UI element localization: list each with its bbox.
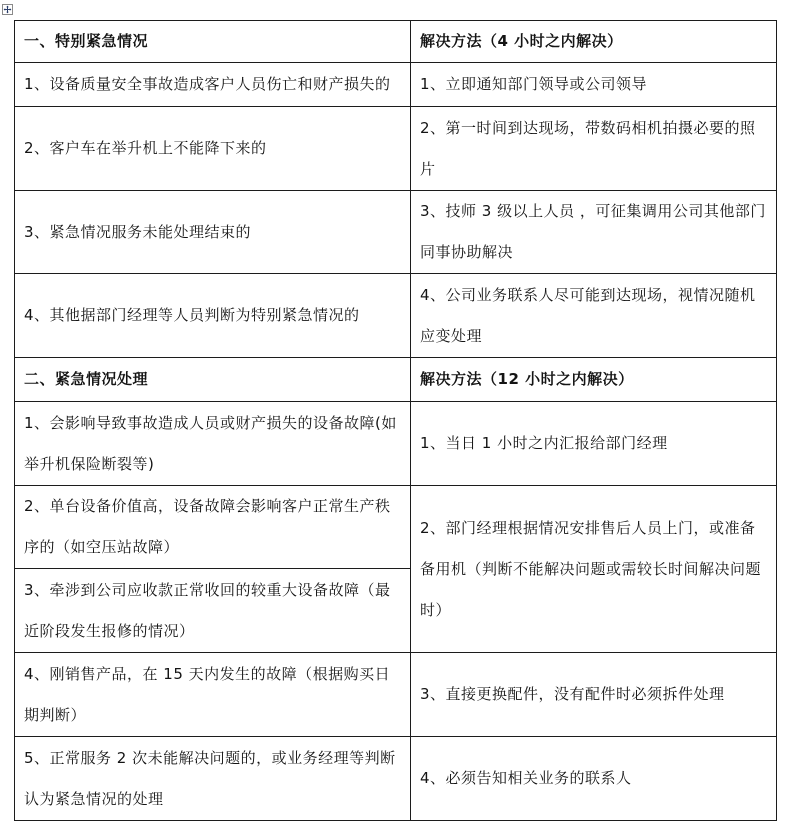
table-row bbox=[15, 63, 777, 107]
solution-cell: 3、直接更换配件，没有配件时必须拆件处理 bbox=[411, 653, 777, 737]
emergency-handling-table bbox=[14, 20, 777, 821]
section2-method-heading: 解决方法（12 小时之内解决） bbox=[411, 358, 777, 402]
solution-cell: 4、公司业务联系人尽可能到达现场，视情况随机应变处理 bbox=[411, 274, 777, 358]
merged-solution-cell: 2、部门经理根据情况安排售后人员上门，或准备备用机（判断不能解决问题或需较长时间解决问题时） bbox=[411, 486, 777, 653]
situation-cell: 1、会影响导致事故造成人员或财产损失的设备故障(如举升机保险断裂等) bbox=[15, 402, 411, 486]
table-move-handle[interactable] bbox=[2, 4, 13, 15]
situation-cell: 1、设备质量安全事故造成客户人员伤亡和财产损失的 bbox=[15, 63, 411, 107]
table-row bbox=[15, 653, 777, 737]
solution-cell: 1、立即通知部门领导或公司领导 bbox=[411, 63, 777, 107]
solution-cell: 3、技师 3 级以上人员 ，可征集调用公司其他部门同事协助解决 bbox=[411, 191, 777, 274]
table-row bbox=[15, 486, 777, 569]
section-header-row bbox=[15, 21, 777, 63]
table-row bbox=[15, 274, 777, 358]
section1-heading: 一、特别紧急情况 bbox=[15, 21, 411, 63]
situation-cell: 4、其他据部门经理等人员判断为特别紧急情况的 bbox=[15, 274, 411, 358]
section-header-row bbox=[15, 358, 777, 402]
move-arrows-icon bbox=[2, 4, 13, 15]
situation-cell: 3、牵涉到公司应收款正常收回的较重大设备故障（最近阶段发生报修的情况） bbox=[15, 569, 411, 653]
table-row bbox=[15, 402, 777, 486]
situation-cell: 5、正常服务 2 次未能解决问题的，或业务经理等判断认为紧急情况的处理 bbox=[15, 737, 411, 821]
section1-method-heading: 解决方法（4 小时之内解决） bbox=[411, 21, 777, 63]
section2-heading: 二、紧急情况处理 bbox=[15, 358, 411, 402]
situation-cell: 4、刚销售产品，在 15 天内发生的故障（根据购买日期判断） bbox=[15, 653, 411, 737]
table-row bbox=[15, 737, 777, 821]
table-row bbox=[15, 107, 777, 191]
table-row bbox=[15, 191, 777, 274]
solution-cell: 2、第一时间到达现场，带数码相机拍摄必要的照片 bbox=[411, 107, 777, 191]
solution-cell: 4、必须告知相关业务的联系人 bbox=[411, 737, 777, 821]
situation-cell: 2、客户车在举升机上不能降下来的 bbox=[15, 107, 411, 191]
solution-cell: 1、当日 1 小时之内汇报给部门经理 bbox=[411, 402, 777, 486]
situation-cell: 3、紧急情况服务未能处理结束的 bbox=[15, 191, 411, 274]
situation-cell: 2、单台设备价值高，设备故障会影响客户正常生产秩序的（如空压站故障） bbox=[15, 486, 411, 569]
